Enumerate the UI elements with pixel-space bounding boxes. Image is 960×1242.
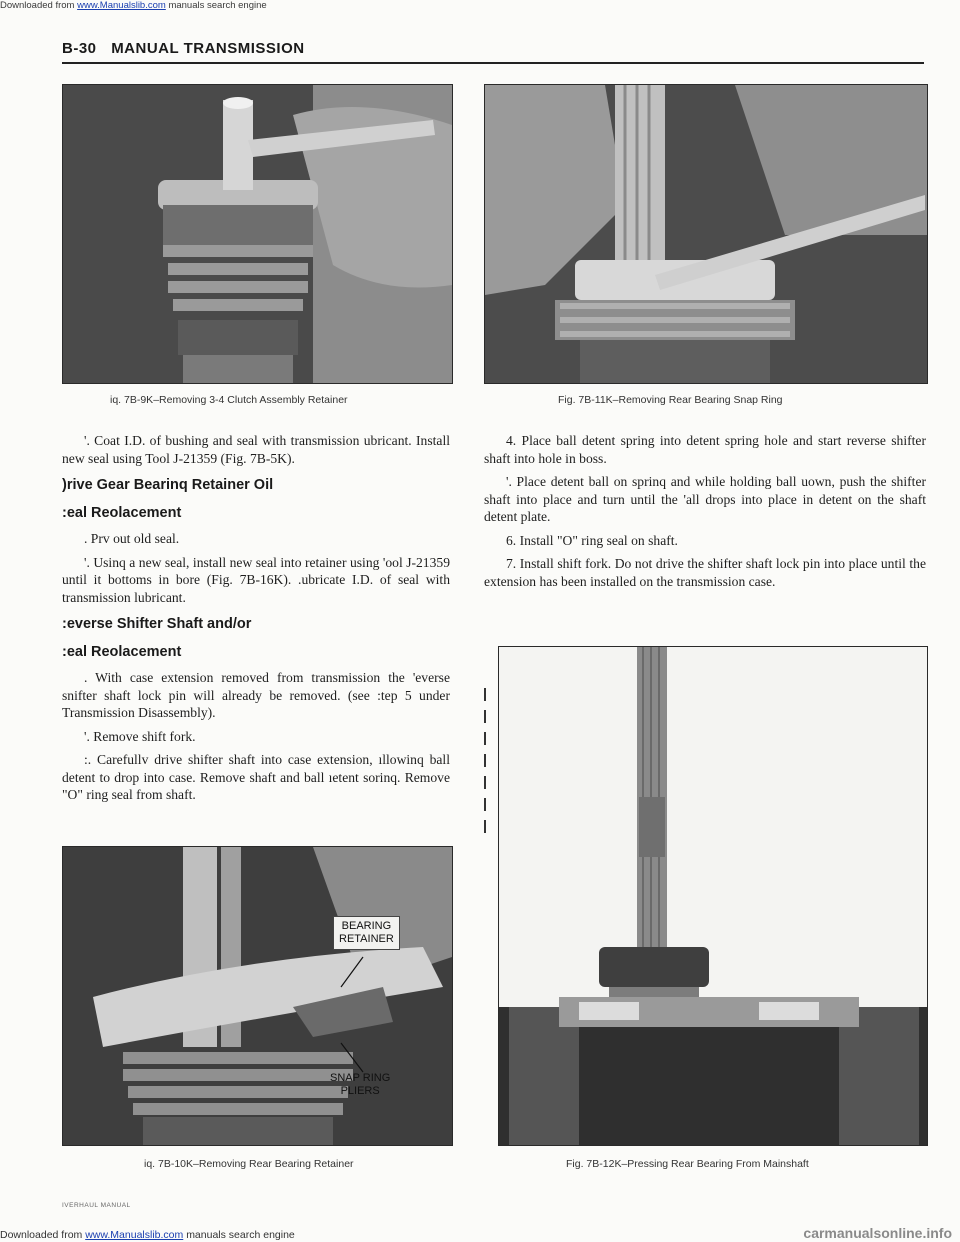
callout-bearing-retainer-line2: RETAINER bbox=[339, 933, 394, 945]
step-drive-shaft: :. Carefullv drive shifter shaft into case extension, ıllowinq ball detent to drop into case. Remove shaft and ball ıetent sorinq. Remove "O" ring seal from shaft. bbox=[62, 752, 450, 802]
page-number: B-30 bbox=[62, 40, 97, 57]
heading-reverse-shifter-shaft: :everse Shifter Shaft and/or bbox=[62, 616, 252, 632]
step-lock-pin-removed: . With case extension removed from transmission the 'everse snifter shaft lock pin will already be removed. (see :tep 5 under Transmission Disassembly). bbox=[62, 670, 450, 720]
callout-snap-ring-pliers-line1: SNAP RING bbox=[330, 1072, 391, 1084]
caption-7b-12k: Fig. 7B-12K–Pressing Rear Bearing From Mainshaft bbox=[566, 1158, 809, 1170]
heading-seal-replacement-2: :eal Reolacement bbox=[62, 643, 182, 660]
heading-seal-replacement-1: :eal Reolacement bbox=[62, 504, 182, 521]
page-header bbox=[62, 40, 924, 64]
figure-7b-12k bbox=[498, 646, 928, 1146]
footer-prefix: Downloaded from bbox=[0, 1229, 83, 1241]
step-install-fork: 7. Install shift fork. Do not drive the shifter shaft lock pin into place until the extension has been installed on the transmission case. bbox=[484, 556, 926, 589]
figure-7b-10k bbox=[62, 846, 453, 1146]
bearing-retainer-photo bbox=[63, 847, 452, 1145]
step-place-ball: '. Place detent ball on sprinq and while holding ball uown, push the shifter shaft into place and turn until the 'all drops into place in detent on the shaft detent plate. bbox=[484, 474, 926, 524]
section-title: MANUAL TRANSMISSION bbox=[111, 40, 305, 57]
footer-suffix: manuals search engine bbox=[186, 1229, 295, 1241]
figure-7b-9k bbox=[62, 84, 453, 384]
snap-ring-photo bbox=[485, 85, 927, 383]
banner-prefix: Downloaded from bbox=[0, 0, 75, 11]
figure-7b-11k bbox=[484, 84, 928, 384]
right-text-column bbox=[484, 432, 926, 596]
footer-download-banner bbox=[0, 1225, 960, 1242]
caption-7b-11k: Fig. 7B-11K–Removing Rear Bearing Snap Ring bbox=[558, 394, 783, 406]
step-coat-bushing: '. Coat I.D. of bushing and seal with transmission ubricant. Install new seal using Tool J-21359 (Fig. 7B-5K). bbox=[62, 433, 450, 466]
download-banner bbox=[0, 0, 960, 12]
callout-bearing-retainer bbox=[333, 916, 400, 950]
clutch-retainer-photo bbox=[63, 85, 452, 383]
manualslib-link[interactable]: www.Manualslib.com bbox=[77, 0, 166, 11]
callout-snap-ring-pliers bbox=[330, 1072, 390, 1098]
overhaul-manual-label: IVERHAUL MANUAL bbox=[62, 1202, 131, 1209]
step-install-o-ring: 6. Install "O" ring seal on shaft. bbox=[506, 532, 678, 548]
banner-suffix: manuals search engine bbox=[168, 0, 267, 11]
watermark-brand: carmanualsonline.info bbox=[803, 1225, 952, 1241]
heading-drive-gear-bearing: )rive Gear Bearinq Retainer Oil bbox=[62, 477, 274, 493]
caption-7b-9k: iq. 7B-9K–Removing 3-4 Clutch Assembly Retainer bbox=[110, 394, 348, 406]
callout-snap-ring-pliers-line2: PLIERS bbox=[340, 1085, 380, 1097]
scan-ticks bbox=[484, 688, 488, 838]
footer-manualslib-link[interactable]: www.Manualslib.com bbox=[85, 1229, 184, 1241]
step-pry-seal: . Prv out old seal. bbox=[84, 531, 180, 546]
callout-bearing-retainer-line1: BEARING bbox=[341, 920, 392, 932]
step-place-spring: 4. Place ball detent spring into detent spring hole and start reverse shifter shaft into hole in boss. bbox=[484, 433, 926, 466]
pressing-bearing-photo bbox=[499, 647, 927, 1145]
left-text-column bbox=[62, 432, 450, 810]
step-remove-fork: '. Remove shift fork. bbox=[84, 728, 196, 744]
caption-7b-10k: iq. 7B-10K–Removing Rear Bearing Retainer bbox=[144, 1158, 354, 1170]
step-install-seal: '. Usinq a new seal, install new seal into retainer using 'ool J-21359 until it bottoms in bore (Fig. 7B-16K). .ubricate I.D. of seal with transmission lubricant. bbox=[62, 554, 450, 605]
